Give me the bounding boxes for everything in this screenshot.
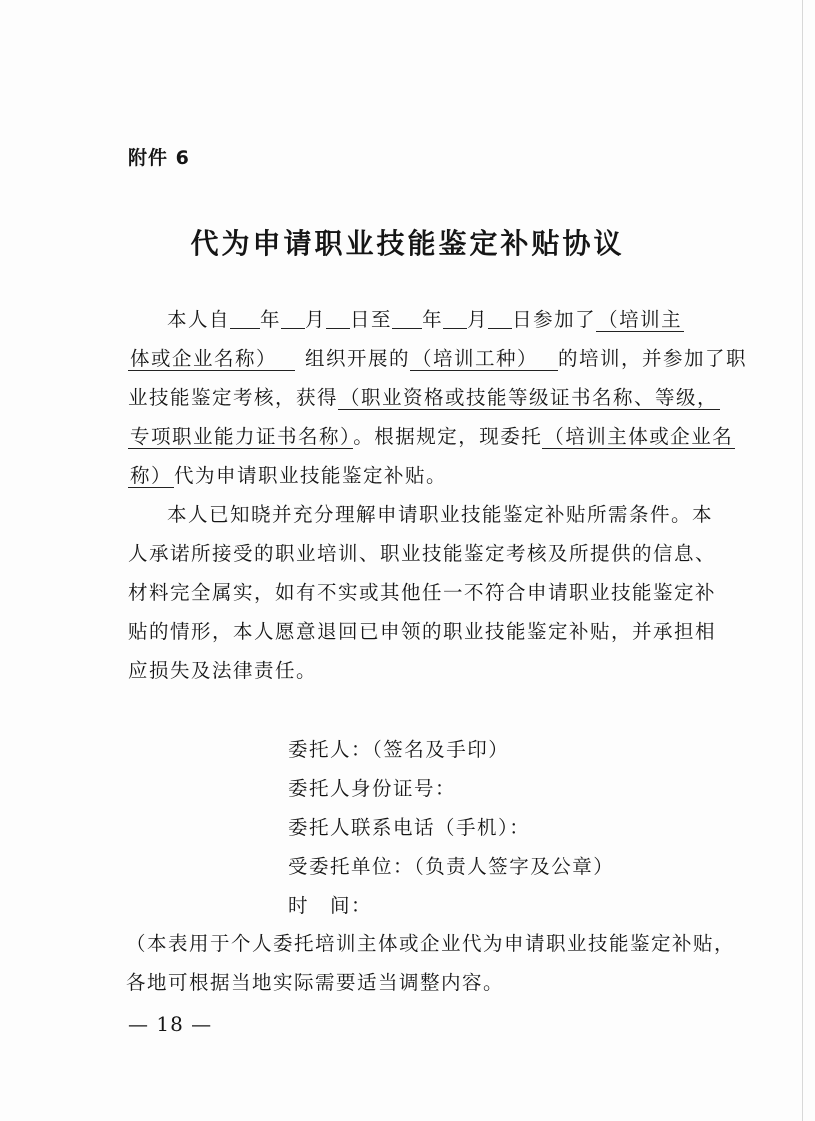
underlined-placeholder: 专项职业能力证书名称） xyxy=(130,425,352,448)
underlined-placeholder: （培训主体或企业名 xyxy=(544,425,734,448)
blank-month-start xyxy=(281,306,305,329)
text-segment: 代为申请职业技能鉴定补贴。 xyxy=(174,464,448,487)
text-segment: 组织开展的 xyxy=(305,347,411,370)
paragraph-2-line: 本人已知晓并充分理解申请职业技能鉴定补贴所需条件。本 xyxy=(167,503,714,526)
text-segment: 业技能鉴定考核，获得 xyxy=(128,386,339,409)
text-segment: 年 xyxy=(422,308,444,331)
footnote-line: 各地可根据当地实际需要适当调整内容。 xyxy=(126,971,505,994)
paragraph-2-line: 人承诺所接受的职业培训、职业技能鉴定考核及所提供的信息、 xyxy=(128,542,717,565)
text-segment: 。根据规定，现委托 xyxy=(353,425,543,448)
text-segment: 日至 xyxy=(350,308,393,331)
paragraph-1-line-1 xyxy=(128,300,723,339)
paragraph-1-line-2 xyxy=(128,339,748,378)
underlined-placeholder: （培训主 xyxy=(598,308,683,331)
paragraph-2-line: 贴的情形，本人愿意退回已申领的职业技能鉴定补贴，并承担相 xyxy=(128,620,717,643)
text-segment: 的培训，并参加了职 xyxy=(558,347,748,370)
time-label: 时 间： xyxy=(288,894,373,917)
text-segment: 月 xyxy=(467,308,489,331)
underlined-placeholder: 体或企业名称） xyxy=(128,347,295,371)
blank-month-end xyxy=(443,306,467,329)
blank-year-start xyxy=(230,306,260,329)
text-segment: 年 xyxy=(260,308,282,331)
principal-signature-label: 委托人：（签名及手印） xyxy=(288,738,510,761)
paragraph-1-line-5 xyxy=(128,456,723,495)
agent-unit-label: 受委托单位：（负责人签字及公章） xyxy=(288,855,615,878)
paragraph-1-line-4 xyxy=(128,417,734,456)
paragraph-2 xyxy=(128,495,723,690)
blank-year-end xyxy=(392,306,422,329)
signature-block xyxy=(288,730,614,925)
underlined-placeholder: 称） xyxy=(130,464,173,487)
document-title: 代为申请职业技能鉴定补贴协议 xyxy=(190,227,625,260)
scan-edge-line xyxy=(802,0,803,1121)
principal-id-label: 委托人身份证号： xyxy=(288,777,457,800)
text-segment: 本人自 xyxy=(167,308,231,331)
text-segment: 日参加了 xyxy=(512,308,597,331)
page-number: — 18 — xyxy=(128,1012,213,1036)
attachment-label: 附件 6 xyxy=(128,147,190,169)
paragraph-1 xyxy=(128,300,748,495)
principal-phone-label: 委托人联系电话（手机）： xyxy=(288,816,531,839)
paragraph-2-line: 应损失及法律责任。 xyxy=(128,659,318,682)
underlined-placeholder: （培训工种） xyxy=(410,347,558,371)
text-segment: 月 xyxy=(305,308,327,331)
underlined-placeholder: （职业资格或技能等级证书名称、等级， xyxy=(340,386,719,409)
blank-day-end xyxy=(488,306,512,329)
paragraph-2-line: 材料完全属实，如有不实或其他任一不符合申请职业技能鉴定补 xyxy=(128,581,717,604)
footnote-line: （本表用于个人委托培训主体或企业代为申请职业技能鉴定补贴， xyxy=(126,932,736,955)
blank-day-start xyxy=(326,306,350,329)
footnote xyxy=(126,924,736,1002)
paragraph-1-line-3 xyxy=(128,378,723,417)
